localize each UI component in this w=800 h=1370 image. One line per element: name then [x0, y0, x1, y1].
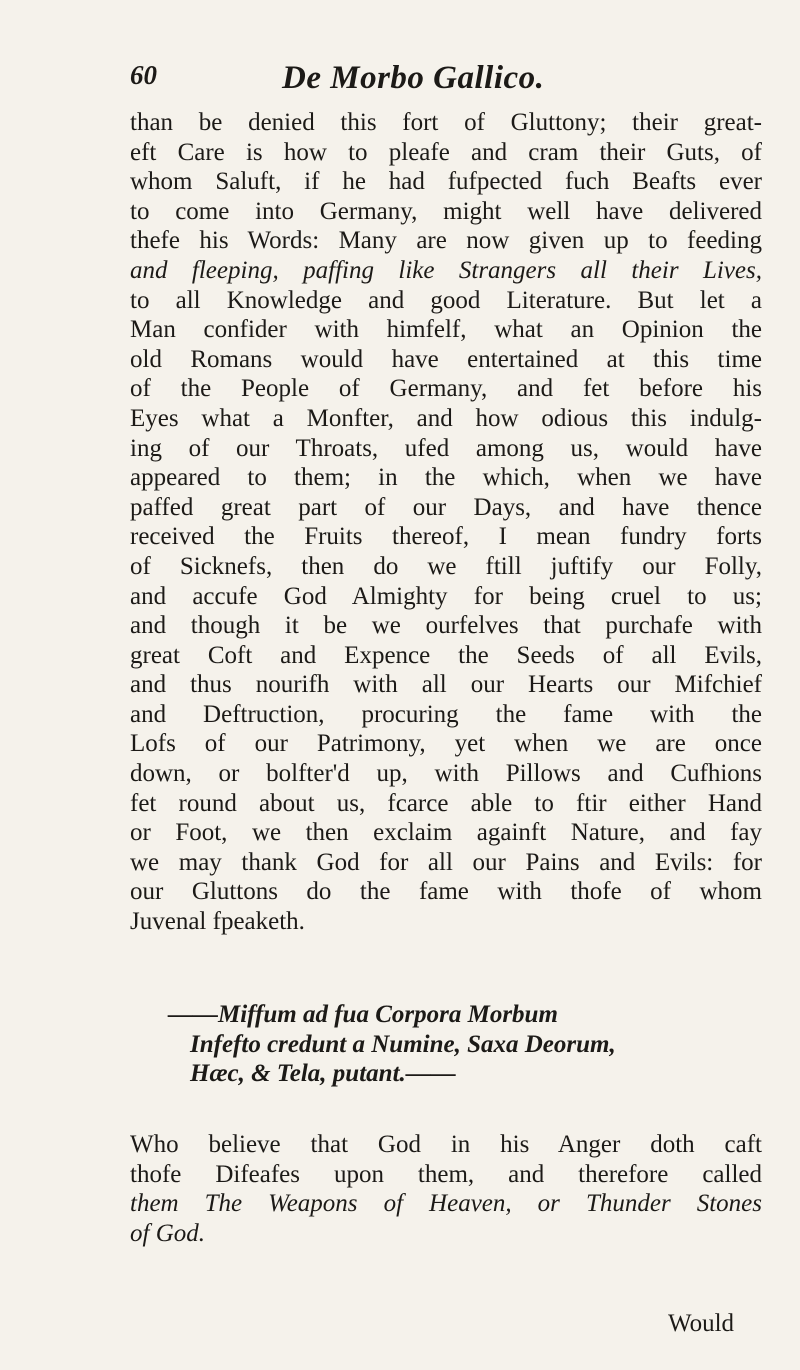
text-line: appeared to them; in the which, when we have — [130, 464, 762, 492]
text-line: eft Care is how to pleafe and cram their Guts, of — [130, 138, 762, 166]
paragraph-1 — [130, 108, 762, 937]
quote-line: Infefto credunt a Numine, Saxa Deorum, — [190, 1030, 616, 1058]
text-line: Who believe that God in his Anger doth caft — [130, 1131, 762, 1158]
text-line: thofe Difeafes upon them, and therefore called — [130, 1160, 762, 1188]
quote-line: ——Miffum ad fua Corpora Morbum — [168, 1001, 558, 1028]
quote-line: Hæc, & Tela, putant.—— — [190, 1060, 456, 1088]
text-line: ing of our Throats, ufed among us, would have — [130, 434, 762, 462]
paragraph-2 — [130, 1130, 762, 1248]
text-line: Man confider with himfelf, what an Opinion the — [130, 316, 762, 344]
text-line: of God. — [130, 1219, 205, 1247]
text-line: paffed great part of our Days, and have thence — [130, 493, 762, 521]
latin-quotation — [168, 1000, 728, 1089]
text-line: than be denied this fort of Gluttony; their great- — [130, 109, 762, 136]
text-line: fet round about us, fcarce able to ftir either Hand — [130, 789, 762, 817]
text-line: received the Fruits thereof, I mean fundry forts — [130, 523, 762, 551]
page-number: 60 — [130, 60, 157, 90]
text-line: to all Knowledge and good Literature. But let a — [130, 286, 762, 314]
text-line: we may thank God for all our Pains and Evils: for — [130, 848, 762, 876]
text-line: and though it be we ourfelves that purchafe with — [130, 612, 762, 640]
catchword: Would — [668, 1310, 735, 1337]
text-line: and accufe God Almighty for being cruel to us; — [130, 582, 762, 610]
text-line: to come into Germany, might well have delivered — [130, 197, 762, 225]
text-line: and Deftruction, procuring the fame with the — [130, 700, 762, 728]
text-line: thefe his Words: Many are now given up to feeding — [130, 227, 762, 255]
text-line: Juvenal fpeaketh. — [130, 908, 305, 936]
text-line: great Coft and Expence the Seeds of all Evils, — [130, 641, 762, 669]
text-line: Lofs of our Patrimony, yet when we are once — [130, 730, 762, 758]
text-line: whom Saluft, if he had fufpected fuch Beafts ever — [130, 168, 762, 196]
text-line: and thus nourifh with all our Hearts our Mifchief — [130, 671, 762, 699]
text-line: of the People of Germany, and fet before his — [130, 375, 762, 403]
text-line: them The Weapons of Heaven, or Thunder Stones — [130, 1190, 762, 1218]
running-title: De Morbo Gallico. — [282, 60, 545, 96]
text-line: old Romans would have entertained at this time — [130, 345, 762, 373]
text-line: Eyes what a Monfter, and how odious this indulg- — [130, 404, 762, 432]
text-line: or Foot, we then exclaim againft Nature, and fay — [130, 819, 762, 847]
page-header — [130, 60, 760, 100]
text-line: and fleeping, paffing like Strangers all their Lives, — [130, 256, 762, 284]
text-line: down, or bolfter'd up, with Pillows and Cufhions — [130, 760, 762, 788]
text-line: our Gluttons do the fame with thofe of whom — [130, 878, 762, 906]
text-line: of Sicknefs, then do we ftill juftify our Folly, — [130, 552, 762, 580]
